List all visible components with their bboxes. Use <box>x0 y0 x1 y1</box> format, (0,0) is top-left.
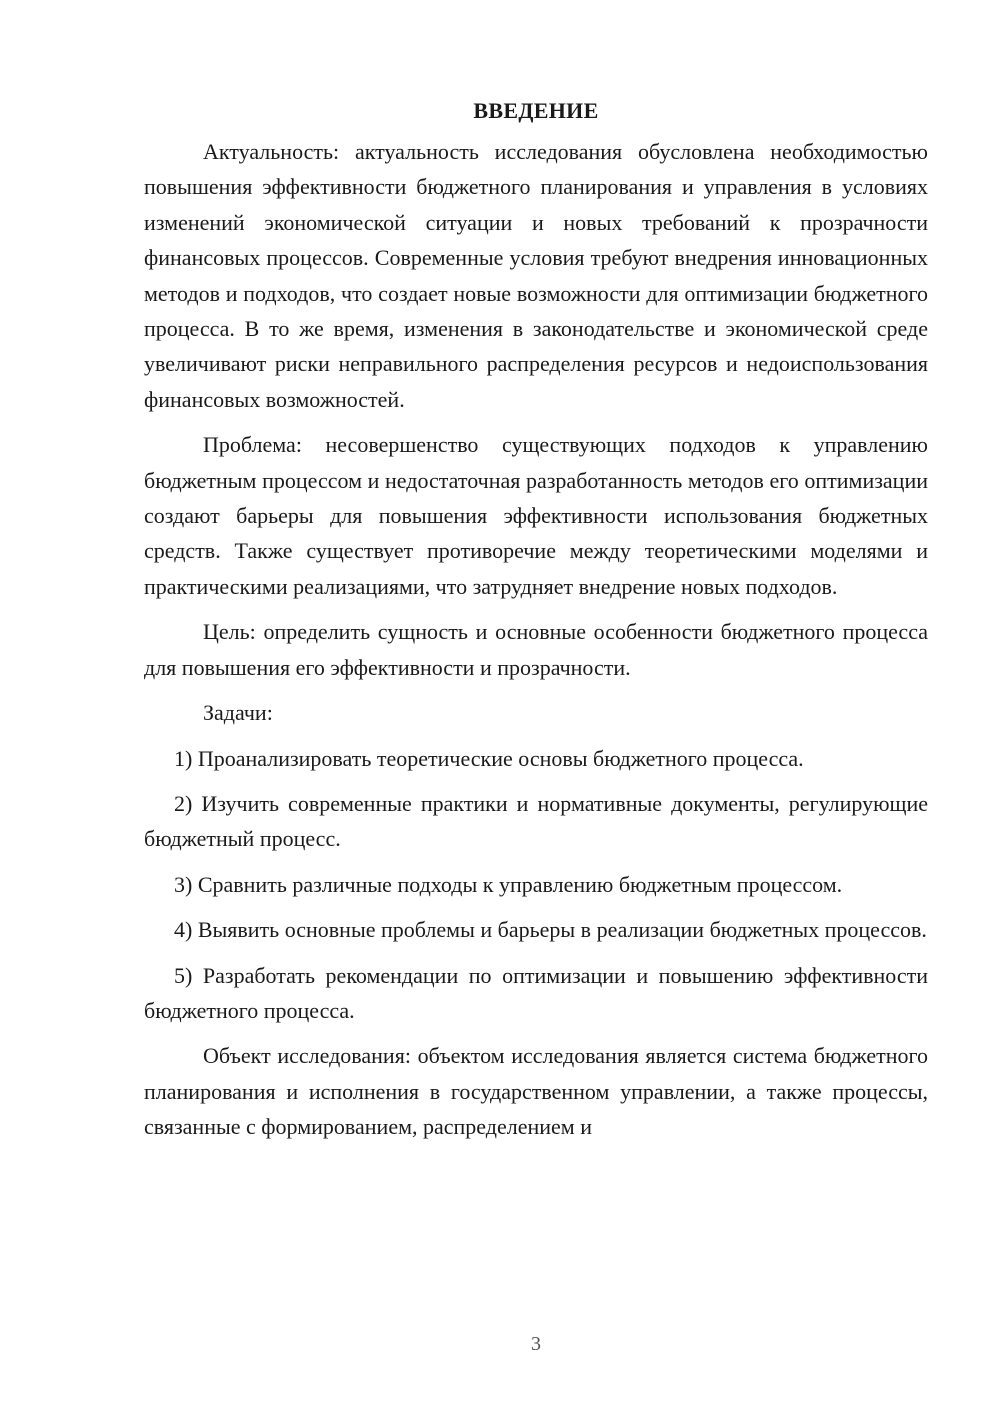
list-item: 4) Выявить основные проблемы и барьеры в реализации бюджетных процессов. <box>174 917 927 943</box>
list-item: 3) Сравнить различные подходы к управлению бюджетным процессом. <box>174 871 843 897</box>
list-item: 5) Разработать рекомендации по оптимизации и повышению эффективности бюджетного процесса. <box>144 962 928 1023</box>
paragraph-problem: Проблема: несовершенство существующих подходов к управлению бюджетным процессом и недостаточная разработанность методов его оптимизации создают барьеры для повышения эффективности использования бюджетных средств. Также существует противоречие между теоретическими моделями и практическими реализациями, что затрудняет внедрение новых подходов. <box>144 432 928 599</box>
paragraph-relevance: Актуальность: актуальность исследования обусловлена необходимостью повышения эффективности бюджетного планирования и управления в условиях изменений экономической ситуации и новых требований к прозрачности финансовых процессов. Современные условия требуют внедрения инновационных методов и подходов, что создает новые возможности для оптимизации бюджетного процесса. В то же время, изменения в законодательстве и экономической среде увеличивают риски неправильного распределения ресурсов и недоиспользования финансовых возможностей. <box>144 139 928 412</box>
page-number: 3 <box>531 1333 541 1355</box>
tasks-list <box>144 741 928 1029</box>
list-item: 2) Изучить современные практики и нормативные документы, регулирующие бюджетный процесс. <box>144 790 928 852</box>
paragraph-goal: Цель: определить сущность и основные особенности бюджетного процесса для повышения его эффективности и прозрачности. <box>144 619 928 680</box>
tasks-heading: Задачи: <box>203 700 273 726</box>
paragraph-object: Объект исследования: объектом исследования является система бюджетного планирования и исполнения в государственном управлении, а также процессы, связанные с формированием, распределением и <box>144 1043 928 1140</box>
list-item: 1) Проанализировать теоретические основы бюджетного процесса. <box>174 745 804 771</box>
document-page <box>144 88 928 1145</box>
page-title: ВВЕДЕНИЕ <box>473 98 599 123</box>
